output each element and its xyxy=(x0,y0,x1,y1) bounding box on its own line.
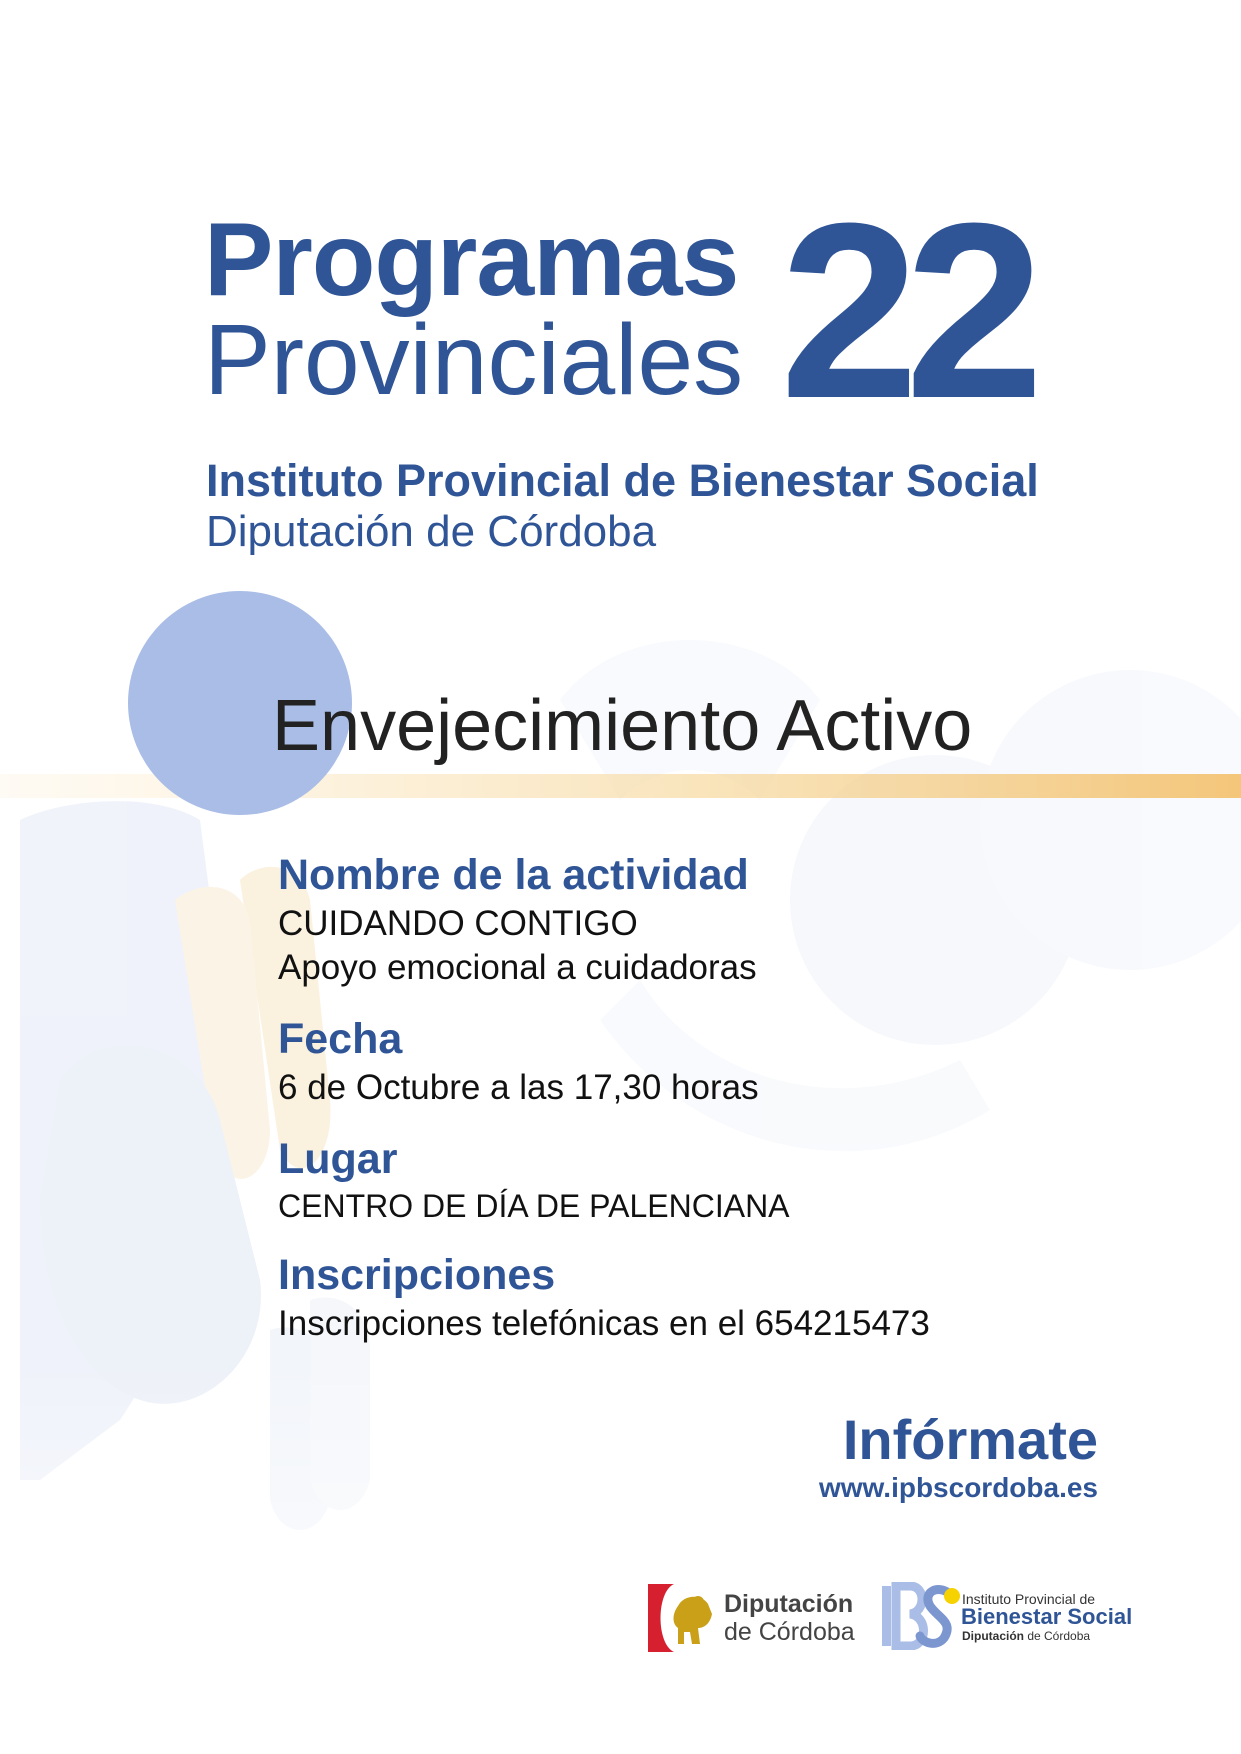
website-link[interactable]: www.ipbscordoba.es xyxy=(818,1472,1098,1503)
ipbs-logo-icon xyxy=(880,1582,960,1650)
registration-value: Inscripciones telefónicas en el 654215473 xyxy=(278,1304,930,1343)
year-number: 22 xyxy=(780,171,1031,450)
ipbs-logo-line3-bold: Diputación xyxy=(962,1629,1024,1643)
ipbs-logo-line2: Bienestar Social xyxy=(961,1604,1133,1629)
organization-name: Diputación de Córdoba xyxy=(206,507,657,556)
activity-label: Nombre de la actividad xyxy=(278,851,749,899)
registration-label: Inscripciones xyxy=(278,1251,556,1299)
program-name: Envejecimiento Activo xyxy=(272,686,973,766)
ipbs-logo-line1: Instituto Provincial de xyxy=(962,1591,1096,1607)
ipbs-logo-line3 xyxy=(962,1630,1090,1642)
activity-name: CUIDANDO CONTIGO xyxy=(278,904,638,943)
diputacion-logo-line1: Diputación xyxy=(724,1590,854,1618)
institute-name: Instituto Provincial de Bienestar Social xyxy=(206,455,1039,506)
ipbs-logo-line3-rest: de Córdoba xyxy=(1024,1629,1091,1643)
place-value: CENTRO DE DÍA DE PALENCIANA xyxy=(278,1188,790,1224)
place-label: Lugar xyxy=(278,1135,398,1183)
activity-subtitle: Apoyo emocional a cuidadoras xyxy=(278,948,757,987)
title-line-programas: Programas xyxy=(204,202,739,318)
title-line-provinciales: Provinciales xyxy=(204,304,744,416)
date-value: 6 de Octubre a las 17,30 horas xyxy=(278,1068,759,1107)
diputacion-logo-icon xyxy=(648,1584,720,1652)
date-label: Fecha xyxy=(278,1015,403,1063)
diputacion-logo-line2: de Córdoba xyxy=(724,1618,855,1646)
info-heading: Infórmate xyxy=(842,1408,1098,1471)
